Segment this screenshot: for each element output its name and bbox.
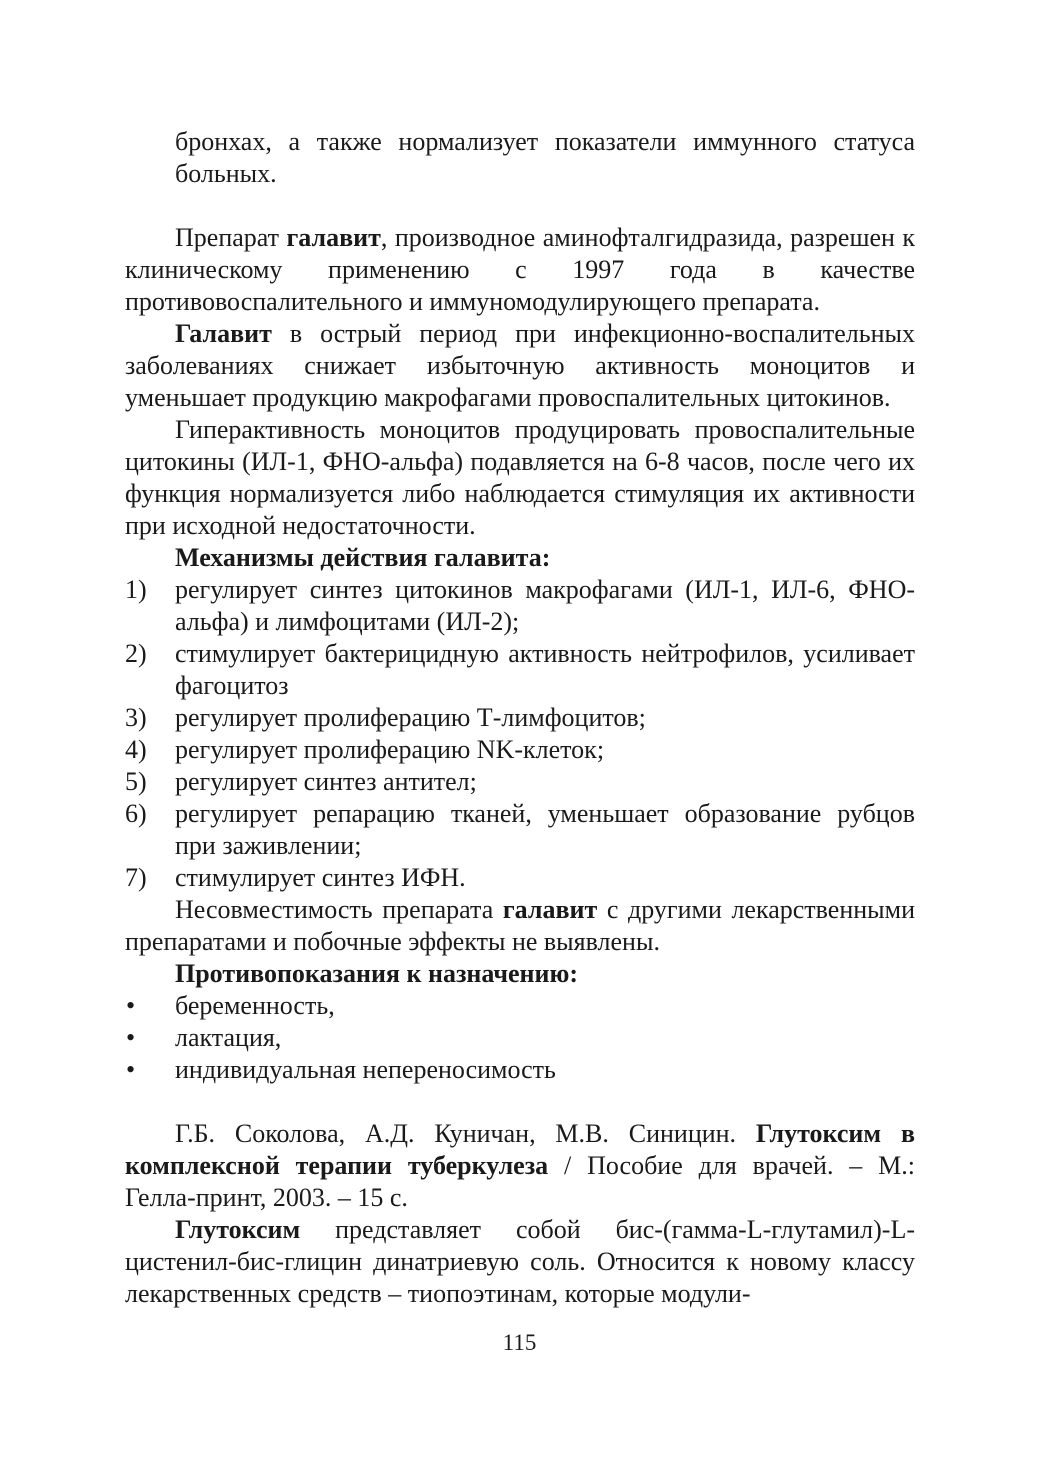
citation-title: Глутоксим в комплексной терапии туберкулеза bbox=[125, 1119, 915, 1180]
bold-term: Глутоксим bbox=[175, 1215, 301, 1244]
paragraph-continuation: бронхах, а также нормализует показатели иммунного статуса больных. bbox=[175, 127, 915, 188]
list-item bbox=[125, 574, 915, 638]
bullet-icon: • bbox=[126, 1023, 136, 1052]
list-item bbox=[125, 862, 915, 894]
list-item-text: лактация, bbox=[175, 1023, 282, 1052]
list-item bbox=[125, 734, 915, 766]
text: с другими лекарственными препаратами и побочные эффекты не выявлены. bbox=[125, 895, 915, 956]
citation-authors: Г.Б. Соколова, А.Д. Куничан, М.В. Синицин. bbox=[175, 1119, 756, 1148]
bullet-icon: • bbox=[126, 991, 136, 1020]
reference-citation bbox=[125, 1118, 915, 1214]
bullet-icon: • bbox=[126, 1055, 136, 1084]
text: , производное аминофталгидразида, разрешен к клиническому применению с 1997 года в качестве противовоспалительного и иммуномодулирующего препарата. bbox=[125, 223, 916, 316]
paragraph-gap bbox=[125, 1086, 915, 1118]
paragraph-galavit-intro bbox=[125, 222, 915, 318]
list-item-text: регулирует синтез цитокинов макрофагами (ИЛ-1, ИЛ-6, ФНО-альфа) и лимфоцитами (ИЛ-2); bbox=[175, 575, 915, 636]
citation-details: / Пособие для врачей. – М.: Гелла-принт, 2003. – 15 с. bbox=[125, 1151, 915, 1212]
paragraph-glutoxim bbox=[125, 1214, 915, 1310]
mechanisms-heading: Механизмы действия галавита: bbox=[175, 543, 551, 572]
bold-term: Галавит bbox=[175, 319, 272, 348]
list-item bbox=[125, 1054, 915, 1086]
list-item-text: стимулирует бактерицидную активность нейтрофилов, усиливает фагоцитоз bbox=[175, 639, 915, 700]
list-item-text: регулирует репарацию тканей, уменьшает образование рубцов при заживлении; bbox=[175, 799, 915, 860]
text: Препарат bbox=[175, 223, 287, 252]
list-number: 1) bbox=[125, 575, 147, 604]
list-item-text: регулирует пролиферацию NK-клеток; bbox=[175, 735, 605, 764]
paragraph-incompatibility bbox=[125, 894, 915, 958]
mechanisms-list bbox=[125, 574, 915, 894]
list-number: 3) bbox=[125, 703, 147, 732]
text: в острый период при инфекционно-воспалительных заболеваниях снижает избыточную активность моноцитов и уменьшает продукцию макрофагами провоспалительных цитокинов. bbox=[125, 319, 915, 412]
list-number: 5) bbox=[125, 767, 147, 796]
list-number: 6) bbox=[125, 799, 147, 828]
list-item bbox=[125, 638, 915, 702]
page-number: 115 bbox=[502, 1330, 537, 1355]
paragraph-hyperactivity: Гиперактивность моноцитов продуцировать провоспалительные цитокины (ИЛ-1, ФНО-альфа) подавляется на 6-8 часов, после чего их функция нормализуется либо наблюдается стимуляция их активности при исходной недостаточности. bbox=[125, 415, 915, 540]
list-item bbox=[125, 766, 915, 798]
bold-term: галавит bbox=[286, 223, 381, 252]
list-item-text: индивидуальная непереносимость bbox=[175, 1055, 556, 1084]
list-item-text: регулирует пролиферацию Т-лимфоцитов; bbox=[175, 703, 646, 732]
page-body bbox=[125, 126, 915, 1310]
list-number: 2) bbox=[125, 639, 147, 668]
list-number: 4) bbox=[125, 735, 147, 764]
contraindications-heading: Противопоказания к назначению: bbox=[175, 959, 579, 988]
bold-term: галавит bbox=[502, 895, 598, 924]
paragraph-gap bbox=[125, 190, 915, 222]
list-number: 7) bbox=[125, 863, 147, 892]
list-item bbox=[125, 990, 915, 1022]
list-item-text: регулирует синтез антител; bbox=[175, 767, 477, 796]
list-item bbox=[125, 1022, 915, 1054]
text: Несовместимость препарата bbox=[175, 895, 503, 924]
list-item-text: беременность, bbox=[175, 991, 335, 1020]
paragraph-galavit-acute bbox=[125, 318, 915, 414]
list-item bbox=[125, 702, 915, 734]
list-item bbox=[125, 798, 915, 862]
list-item-text: стимулирует синтез ИФН. bbox=[175, 863, 466, 892]
contraindications-list bbox=[125, 990, 915, 1086]
text: представляет собой бис-(гамма-L-глутамил)-L-цистенил-бис-глицин динатриевую соль. Относится к новому классу лекарственных средств – тиопоэтинам, которые модули- bbox=[125, 1215, 915, 1308]
